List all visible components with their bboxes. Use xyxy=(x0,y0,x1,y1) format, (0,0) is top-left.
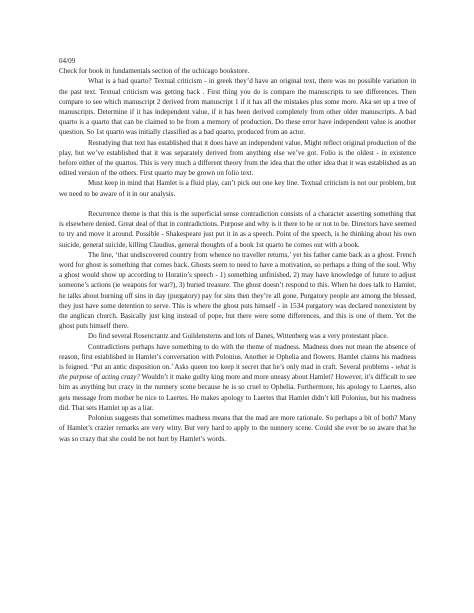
paragraph-bad-quarto: What is a bad quarto? Textual criticism - in greek they’d have an original text, there was no possible variation in the past text. Textual criticism was getting back . First thing you do is compare the manuscripts to see differences. Then compare to see which manuscript 2 derived from manuscript 1 if it has all the mistakes plus some more. Aka set up a tree of manuscripts. Determine if it has independent value, if it has been derived completely from other older manuscripts. A bad quarto is a quarto that can be claimed to be from a memory of production. Do these error have independent value is another question. So 1st quarto was initially classified as a bad quarto, produced from an actor. xyxy=(59,77,416,137)
paragraph-recurrence-theme: Recurrence theme is that this is the superficial sense contradiction consists of a character asserting something that is elsewhere denied. Great deal of that in contradictions. Purpose and why is it there to be or not to be. Directors have seemed to try and move it around. Possible - Shakespeare just put it in as a speech. Point of the speech, is he thinking about his own suicide, general suicide, killing Claudius, general thoughts of a book 1st quarto he comes out with a book. xyxy=(59,210,416,249)
paragraph-polonius: Polonius suggests that sometimes madness means that the mad are more rationale. So perhaps a bit of both? Many of Hamlet’s crazier remarks are very witty. But very hard to apply to the nunnery scene. Could she ever be so aware that he was so crazy that she could be not hurt by Hamlet’s words. xyxy=(59,414,416,443)
intro-line: Check for book in fundamentals section of the uchicago bookstore. xyxy=(59,67,250,76)
paragraph-ghost: The line, ‘that undiscovered country from whence no traveller returns,’ yet his father came back as a ghost. French word for ghost is something that comes back. Ghosts seem to need to have a motivation, so perhaps a thing of the soul. Why a ghost would show up according to Horatio’s speech - 1) something unfinished, 2) may have knowledge of future to adjust someone’s actions (ie weapons for war?), 3) buried treasure. The ghost doesn’t respond to this. When he does talk to Hamlet, he talks about burning off sins in day (purgatory) pay for sins then they’re all gone. Purgatory people are among the blessed, they just have some detention to serve. This is where the ghost puts himself - in 1534 purgatory was declared nonexistent by the anglican church. Basically just king instead of pope, but there were some differences, and this is one of them. Yet the ghost puts himself there. xyxy=(59,250,416,331)
paragraph-restudying: Restudying that text has established that it does have an independent value, Might reflect original production of the play, but we’ve established that it was separately derived from anything else we’ve got. Folio is the oldest - in existence before either of the quartos. This is very much a different theory from the idea that the other idea that it was established as an edited version of the others. First quarto may be grown on folio text. xyxy=(59,138,416,178)
paragraph-fluid-play: Must keep in mind that Hamlet is a fluid play, can’t pick out one key line. Textual criticism is not our problem, but we need to be aware of it in our analysis. xyxy=(59,179,416,198)
madness-question-italic: what is the purpose of acting crazy? xyxy=(59,363,416,382)
paragraph-gap xyxy=(59,199,416,209)
paragraph-wittenberg: Do find several Rosencrantz and Guildensterns and lots of Danes, Wittenberg was a very protestant place. xyxy=(88,332,389,341)
madness-text-after: Wouldn’t it make guilty king more and more uneasy about Hamlet? However, it’s difficult to see him as anything but crazy in the nunnery scene because he is so cruel to Ophelia. Furthermore, his apology to Laertes, also gets message from mother be nice to Laertes. He makes apology to Laertes that Hamlet didn’t kill Polonius, but his madness did. That sets Hamlet up as a liar. xyxy=(59,373,417,412)
paragraph-madness xyxy=(59,342,416,413)
madness-text-before: Contradictions perhaps have something to do with the theme of madness. Madness does not mean the absence of reason, first established in Hamlet’s conversation with Polonius. Another ie Ophelia and flowers. Hamlet claims his madness is feigned. ‘Put an antic disposition on.’ Asks queen too keep it secret that he’s only mad in craft. Several problems - xyxy=(59,342,416,372)
date-line: 04/09 xyxy=(59,57,76,65)
